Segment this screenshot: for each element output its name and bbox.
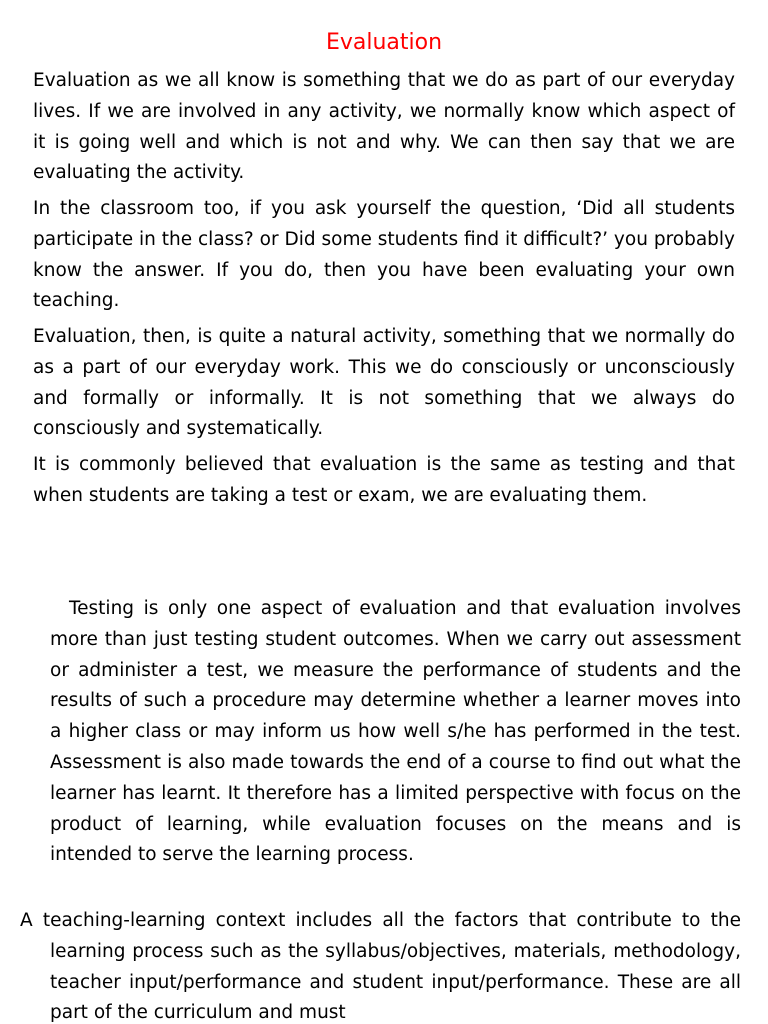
paragraph-natural-activity: Evaluation, then, is quite a natural activity, something that we normally do as a part of our everyday work. This we do consciously or unconsciously and formally or informally. It is not something that we always do consciously and systematically.: [33, 326, 735, 440]
paragraph-testing-belief: It is commonly believed that evaluation is the same as testing and that when students are taking a test or exam, we are evaluating them.: [33, 454, 735, 506]
page-title: Evaluation: [325, 30, 443, 55]
paragraph-testing-aspect: Testing is only one aspect of evaluation and that evaluation involves more than just testing student outcomes. When we carry out assessment or administer a test, we measure the performance of students and the results of such a procedure may determine whether a learner moves into a higher class or may inform us how well s/he has performed in the test. Assessment is also made towards the end of a course to find out what the learner has learnt. It therefore has a limited perspective with focus on the product of learning, while evaluation focuses on the means and is intended to serve the learning process.: [50, 598, 741, 866]
paragraph-evaluation-everyday: Evaluation as we all know is something that we do as part of our everyday lives. If we are involved in any activity, we normally know which aspect of it is going well and which is not and why. We can then say that we are evaluating the activity.: [33, 70, 735, 184]
paragraph-classroom-evaluation: In the classroom too, if you ask yourself the question, ‘Did all students participate in the class? or Did some students find it difficult?’ you probably know the answer. If you do, then you have been evaluating your own teaching.: [33, 198, 735, 312]
paragraph-teaching-context: A teaching-learning context includes all the factors that contribute to the learning process such as the syllabus/objectives, materials, methodology, teacher input/performance and student input/performance. These are all part of the curriculum and must: [20, 910, 741, 1024]
